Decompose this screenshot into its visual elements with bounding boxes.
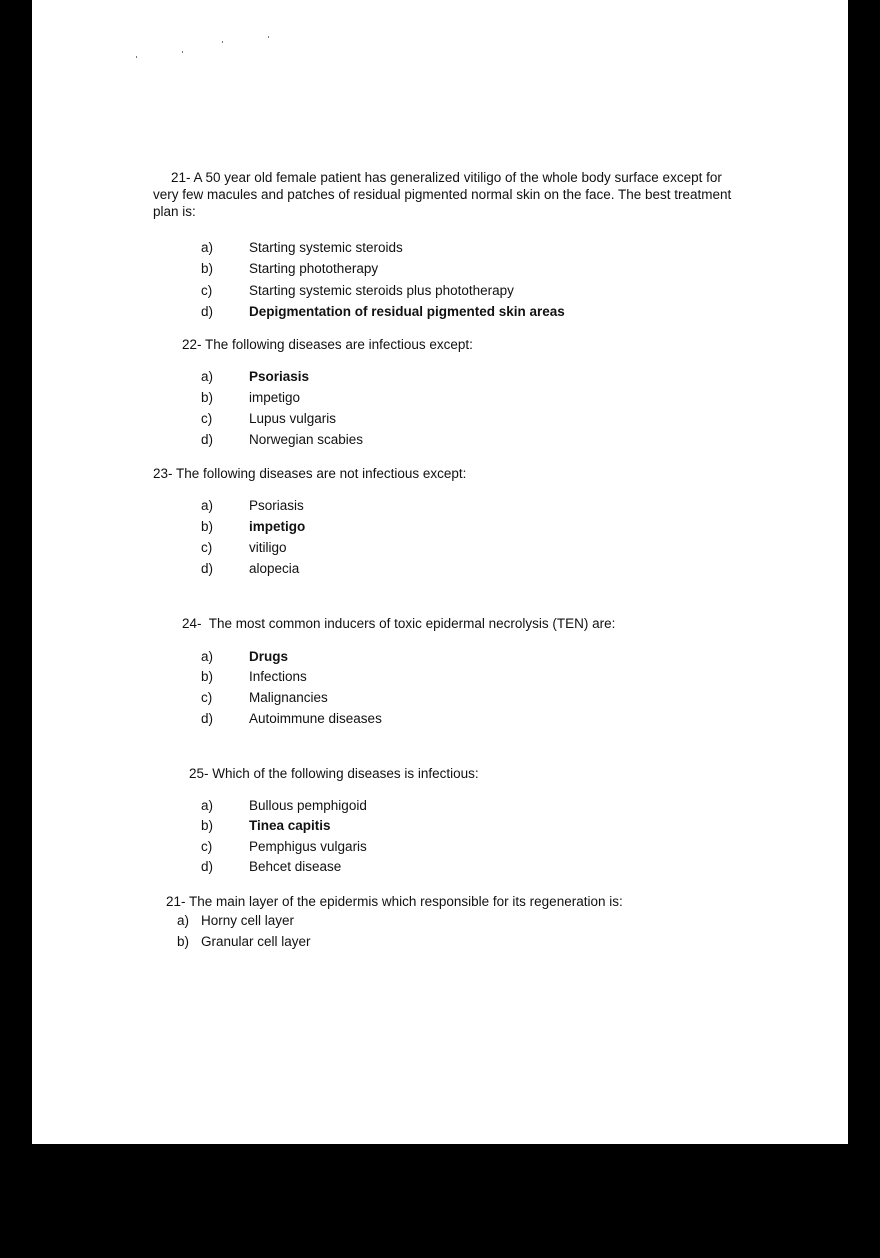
option-letter: d) — [201, 711, 214, 726]
option-letter: d) — [201, 561, 214, 576]
option-letter: c) — [201, 690, 213, 705]
option-text: alopecia — [249, 561, 300, 576]
question-stem: 25- Which of the following diseases is infectious: — [189, 766, 479, 781]
option-letter: b) — [201, 261, 214, 276]
option-text: Drugs — [249, 649, 289, 664]
option-text: Depigmentation of residual pigmented skin areas — [249, 304, 565, 319]
option-text: Tinea capitis — [249, 818, 331, 833]
option-text: Psoriasis — [249, 369, 310, 384]
scan-speck — [222, 41, 223, 43]
option-text: Starting systemic steroids plus phototherapy — [249, 283, 514, 298]
option-text: Norwegian scabies — [249, 432, 364, 447]
option-text: Horny cell layer — [201, 913, 295, 928]
option-letter: a) — [201, 498, 214, 513]
question-stem: 21- The main layer of the epidermis which responsible for its regeneration is: — [166, 894, 623, 909]
option-letter: d) — [201, 859, 214, 874]
question-25-infectious — [189, 765, 479, 782]
option-text: Behcet disease — [249, 859, 342, 874]
option-text: vitiligo — [249, 540, 287, 555]
option-letter: a) — [201, 240, 214, 255]
question-stem: 21- A 50 year old female patient has generalized vitiligo of the whole body surface except for very few macules and patches of residual pigmented normal skin on the face. The best treatment plan is: — [153, 170, 732, 219]
option-text: Bullous pemphigoid — [249, 798, 367, 813]
option-letter: a) — [201, 798, 214, 813]
scan-speck — [136, 56, 137, 58]
option-text: Infections — [249, 669, 307, 684]
option-letter: c) — [201, 540, 213, 555]
option-text: Psoriasis — [249, 498, 304, 513]
option-letter: d) — [201, 304, 214, 319]
option-letter: a) — [201, 369, 214, 384]
option-text: Pemphigus vulgaris — [249, 839, 367, 854]
question-stem: 22- The following diseases are infectious except: — [182, 337, 473, 352]
option-letter: b) — [177, 934, 190, 949]
option-letter: b) — [201, 818, 214, 833]
question-23-not-infectious-except — [153, 465, 466, 482]
option-letter: b) — [201, 669, 214, 684]
option-letter: a) — [201, 649, 214, 664]
question-24-ten-inducers — [182, 615, 615, 632]
option-letter: b) — [201, 390, 214, 405]
question-stem: 23- The following diseases are not infectious except: — [153, 466, 467, 481]
option-text: Autoimmune diseases — [249, 711, 382, 726]
option-text: Malignancies — [249, 690, 328, 705]
document-page — [32, 0, 848, 1144]
option-letter: c) — [201, 839, 213, 854]
option-text: Starting phototherapy — [249, 261, 379, 276]
option-text: Starting systemic steroids — [249, 240, 403, 255]
option-text: Granular cell layer — [201, 934, 311, 949]
option-text: impetigo — [249, 519, 306, 534]
scan-speck — [268, 36, 269, 38]
option-letter: c) — [201, 283, 213, 298]
question-22-infectious-except — [182, 336, 473, 353]
option-letter: b) — [201, 519, 214, 534]
scan-speck — [182, 51, 183, 53]
option-text: impetigo — [249, 390, 301, 405]
question-21-epidermis-regeneration — [166, 893, 623, 910]
question-stem: 24- The most common inducers of toxic epidermal necrolysis (TEN) are: — [182, 616, 616, 631]
option-letter: a) — [177, 913, 190, 928]
option-letter: d) — [201, 432, 214, 447]
option-text: Lupus vulgaris — [249, 411, 337, 426]
question-21-vitiligo — [153, 169, 733, 220]
option-letter: c) — [201, 411, 213, 426]
